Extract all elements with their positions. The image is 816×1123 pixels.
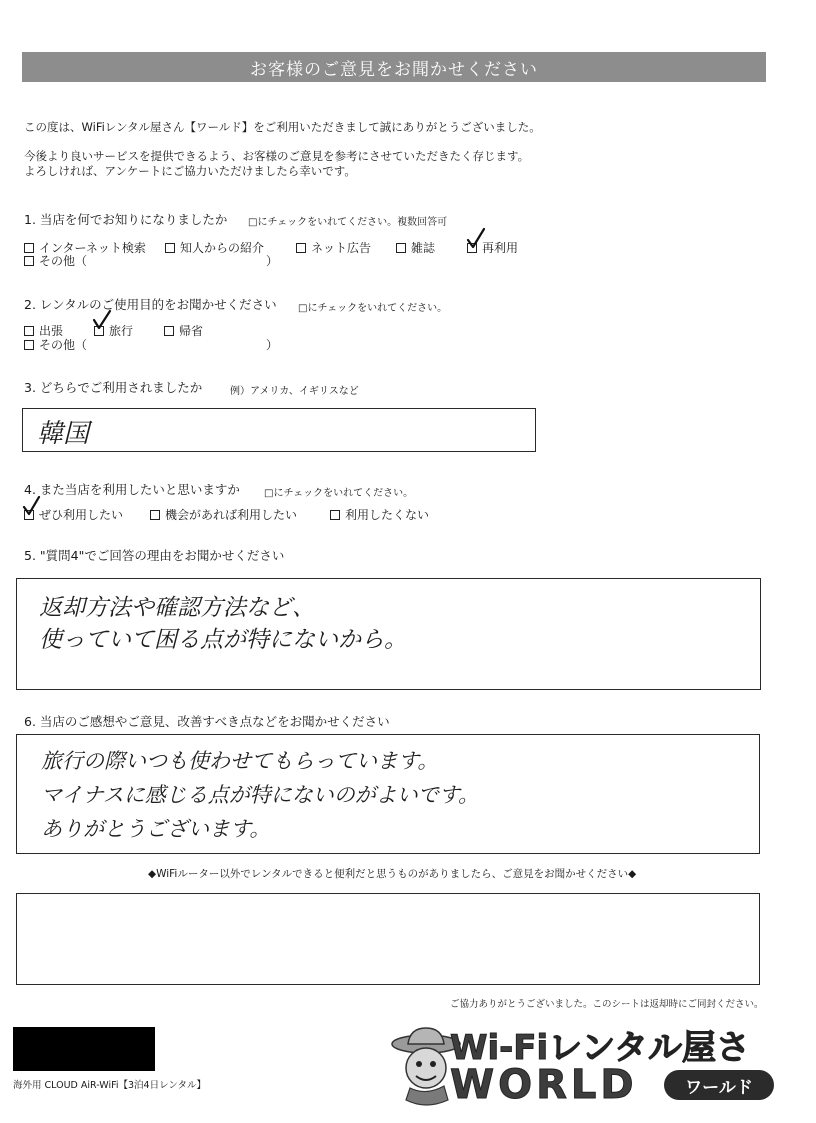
q7-answer-field[interactable] xyxy=(16,893,760,985)
q5-handwritten-line-1: 返却方法や確認方法など、 xyxy=(39,595,315,621)
q1-option-reuse[interactable]: 再利用 xyxy=(467,239,518,256)
product-name: 海外用 CLOUD AiR-WiFi【3泊4日レンタル】 xyxy=(13,1080,206,1091)
q2-checkbox-homecoming[interactable] xyxy=(164,326,174,336)
q4-checkbox-definitely[interactable] xyxy=(24,510,34,520)
q4-checkbox-maybe[interactable] xyxy=(150,510,160,520)
q2-option-travel[interactable]: 旅行 xyxy=(94,322,133,339)
q2-option-other[interactable]: その他（ xyxy=(24,336,87,353)
q2-option-homecoming[interactable]: 帰省 xyxy=(164,322,203,339)
q1-checkbox-net-ad[interactable] xyxy=(296,243,306,253)
intro-thanks: この度は、WiFiレンタル屋さん【ワールド】をご利用いただきまして誠にありがとうございました。 xyxy=(24,120,541,134)
survey-title-banner xyxy=(22,52,766,82)
q4-note: □にチェックをいれてください。 xyxy=(264,488,414,499)
handwritten-check-icon xyxy=(93,311,113,333)
q4-option-definitely[interactable]: ぜひ利用したい xyxy=(24,506,123,523)
q1-checkbox-other[interactable] xyxy=(24,256,34,266)
q6-handwritten-line-1: 旅行の際いつも使わせてもらっています。 xyxy=(41,749,439,773)
q2-checkbox-other[interactable] xyxy=(24,340,34,350)
handwritten-check-icon xyxy=(466,228,486,250)
footer-thanks: ご協力ありがとうございました。このシートは返却時にご同封ください。 xyxy=(450,999,764,1010)
q1-checkbox-referral[interactable] xyxy=(165,243,175,253)
q4-checkbox-no[interactable] xyxy=(330,510,340,520)
q5-label: 5. "質問4"でご回答の理由をお聞かせください xyxy=(24,548,285,563)
redacted-area xyxy=(13,1027,155,1071)
q1-other-close: ） xyxy=(266,254,279,268)
intro-purpose: 今後より良いサービスを提供できるよう、お客様のご意見を参考にさせていただきたく存じます。 xyxy=(24,149,530,163)
survey-title: お客様のご意見をお聞かせください xyxy=(250,59,538,80)
intro-request: よろしければ、アンケートにご協力いただけましたら幸いです。 xyxy=(24,164,356,178)
q2-label: 2. レンタルのご使用目的をお聞かせください xyxy=(24,297,277,312)
q6-label: 6. 当店のご感想やご意見、改善すべき点などをお聞かせください xyxy=(24,714,390,729)
q1-label: 1. 当店を何でお知りになりましたか xyxy=(24,212,228,227)
q3-note: 例）アメリカ、イギリスなど xyxy=(230,386,359,397)
q1-note: □にチェックをいれてください。複数回答可 xyxy=(248,217,448,228)
q7-label: ◆WiFiルーター以外でレンタルできると便利だと思うものがありましたら、ご意見をお聞かせください◆ xyxy=(148,868,637,880)
q1-option-magazine[interactable]: 雑誌 xyxy=(396,239,435,256)
q2-checkbox-business[interactable] xyxy=(24,326,34,336)
q2-other-close: ） xyxy=(266,338,279,352)
q3-answer-field[interactable] xyxy=(22,408,536,452)
q2-checkbox-travel[interactable] xyxy=(94,326,104,336)
q2-note: □にチェックをいれてください。 xyxy=(298,303,448,314)
q2-option-business[interactable]: 出張 xyxy=(24,322,63,339)
q6-answer-field[interactable] xyxy=(16,734,760,854)
q4-option-maybe[interactable]: 機会があれば利用したい xyxy=(150,506,297,523)
q1-option-referral[interactable]: 知人からの紹介 xyxy=(165,239,264,256)
logo-line-2: WORLD xyxy=(450,1062,638,1108)
q4-option-no[interactable]: 利用したくない xyxy=(330,506,429,523)
q5-answer-field[interactable] xyxy=(16,578,761,690)
q6-handwritten-line-3: ありがとうございます。 xyxy=(41,817,271,841)
q5-handwritten-line-2: 使っていて困る点が特にないから。 xyxy=(39,627,407,653)
q1-checkbox-magazine[interactable] xyxy=(396,243,406,253)
q1-checkbox-internet[interactable] xyxy=(24,243,34,253)
q1-checkbox-reuse[interactable] xyxy=(467,243,477,253)
q4-label: 4. また当店を利用したいと思いますか xyxy=(24,482,240,497)
q6-handwritten-line-2: マイナスに感じる点が特にないのがよいです。 xyxy=(41,783,480,807)
q3-label: 3. どちらでご利用されましたか xyxy=(24,380,203,395)
company-logo xyxy=(386,1018,816,1123)
handwritten-check-icon xyxy=(23,495,43,517)
logo-badge: ワールド xyxy=(664,1070,774,1100)
q1-option-internet[interactable]: インターネット検索 xyxy=(24,239,146,256)
q1-option-other[interactable]: その他（ xyxy=(24,252,87,269)
q3-handwritten-answer: 韓国 xyxy=(37,419,90,449)
q1-option-net-ad[interactable]: ネット広告 xyxy=(296,239,371,256)
logo-line-1: Wi-Fiレンタル屋さ xyxy=(450,1028,750,1068)
